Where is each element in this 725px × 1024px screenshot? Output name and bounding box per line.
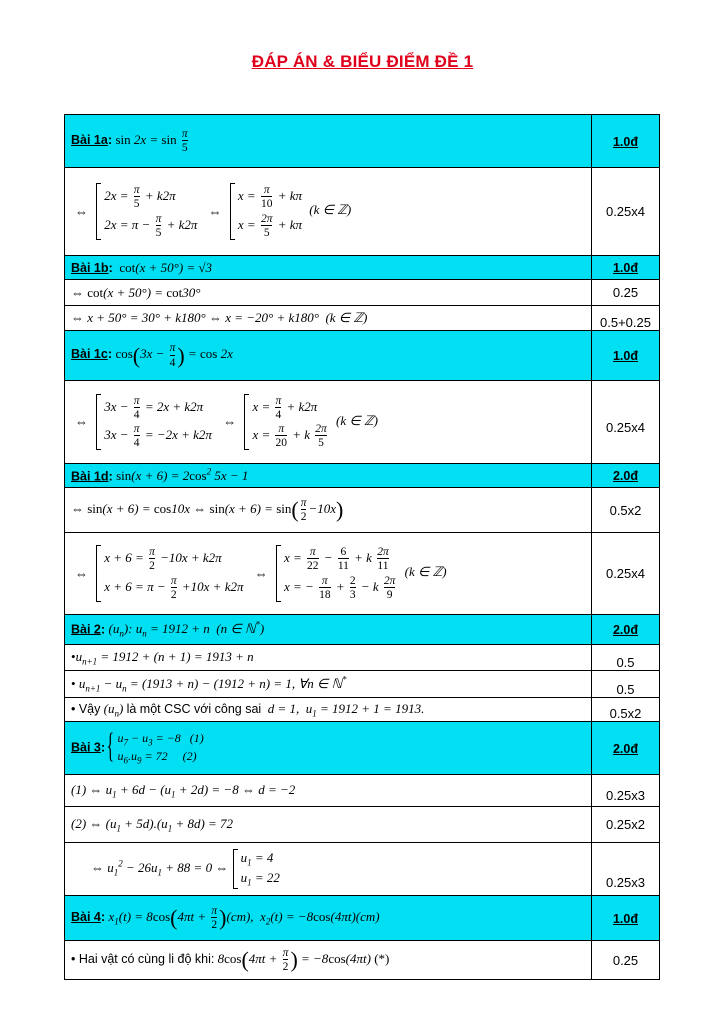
score-cell: 0.25x4	[592, 168, 660, 256]
solution-cell: ⇔ $u_1^2 - 26u_1 + 88 = 0$ ⇔ $u_1 = 4$ $u_1 = 22$	[65, 843, 592, 896]
problem-label: Bài 1d	[71, 469, 109, 484]
table-row	[65, 615, 660, 645]
problem-cell: Bài 2: $(u_n)$: $u_n = 1912 + n$ (n ∈ ℕ*)	[65, 615, 592, 645]
table-row	[65, 807, 660, 843]
problem-cell: Bài 1d: $\sin(x + 6) = 2\cos^2$ 5x − 1	[65, 464, 592, 488]
solution-cell: • $u_{n+1} - u_n = (1913 + n) - (1912 + n) = 1$, ∀n ∈ ℕ*	[65, 671, 592, 698]
score-cell	[592, 615, 660, 645]
score-cell: 0.5x2	[592, 698, 660, 722]
table-row	[65, 381, 660, 464]
score-cell: 0.25	[592, 280, 660, 306]
score-value: 1.0đ	[612, 911, 638, 926]
table-row	[65, 168, 660, 256]
score-cell	[592, 464, 660, 488]
table-row	[65, 722, 660, 775]
score-value: 2.0đ	[612, 469, 638, 483]
solution-cell: (2) ⇔ $(u_1 + 5d).(u_1 + 8d) = 72$	[65, 807, 592, 843]
solution-text: • Hai vật có cùng li độ khi:	[71, 951, 215, 966]
score-cell: 0.25	[592, 941, 660, 980]
problem-cell: Bài 4: $x_1(t) = 8\cos(4\pi t$ + $\frac{\pi}{2}$ )(cm), $x_2(t) = -8\cos(4\pi t)(cm)$	[65, 896, 592, 941]
score-cell	[592, 331, 660, 381]
page-title: ĐÁP ÁN & BIỂU ĐIỂM ĐỀ 1	[251, 52, 474, 71]
problem-label: Bài 1c	[71, 347, 108, 362]
score-cell	[592, 722, 660, 775]
table-row	[65, 115, 660, 168]
conclusion-prefix: • Vậy	[71, 701, 101, 716]
problem-cell: Bài 1b: cot(x + 50°) = √3	[65, 256, 592, 280]
conclusion-text: là một CSC với công sai	[126, 701, 262, 716]
score-cell	[592, 115, 660, 168]
problem-label: Bài 2	[71, 622, 101, 637]
score-value: 2.0đ	[612, 741, 638, 756]
score-cell: 0.5	[592, 671, 660, 698]
table-row	[65, 464, 660, 488]
table-row	[65, 671, 660, 698]
problem-label: Bài 3	[71, 739, 101, 754]
problem-cell: Bài 1a: sin 2x = sin $\frac{\pi}{5}$	[65, 115, 592, 168]
score-cell: 0.5+0.25	[592, 306, 660, 331]
answer-table	[64, 114, 660, 980]
score-value: 2.0đ	[612, 623, 638, 637]
table-row	[65, 306, 660, 331]
solution-cell: (1) ⇔ $u_1 + 6d - (u_1 + 2d) = -8$ ⇔ d = −2	[65, 775, 592, 807]
score-value: 1.0đ	[612, 261, 638, 275]
score-cell: 0.25x3	[592, 775, 660, 807]
score-cell	[592, 256, 660, 280]
score-value: 1.0đ	[612, 349, 638, 363]
problem-cell: Bài 3: { $u_7 - u_3 = -8$ (1) $u_6.u_9 = 72$ (2)	[65, 722, 592, 775]
solution-cell: ⇔ x + 50° = 30° + k180° ⇔ x = −20° + k180° (k ∈ ℤ)	[65, 306, 592, 331]
problem-label: Bài 1b	[71, 260, 109, 275]
table-row	[65, 698, 660, 722]
score-cell: 0.25x4	[592, 381, 660, 464]
problem-cell: Bài 1c: cos(3x − $\frac{\pi}{4}$ ) = cos 2x	[65, 331, 592, 381]
score-cell	[592, 896, 660, 941]
solution-cell: $•u_{n+1} = 1912 + (n + 1) = 1913 + n$	[65, 645, 592, 671]
table-row	[65, 331, 660, 381]
score-cell: 0.25x4	[592, 533, 660, 615]
solution-cell: • Vậy $(u_n)$ là một CSC với công sai d = 1, $u_1 = 1912 + 1 = 1913$.	[65, 698, 592, 722]
table-row	[65, 941, 660, 980]
score-cell: 0.25x3	[592, 843, 660, 896]
table-row	[65, 843, 660, 896]
table-row	[65, 256, 660, 280]
solution-cell: ⇔ 2x = $\frac{\pi}{5}$ + k2π 2x = π − $\frac{\pi}{5}$ + k2π ⇔ x = $\frac{\pi}{10}$ + kπ x = $\frac{2\pi}{5}$ + kπ (k ∈ ℤ)	[65, 168, 592, 256]
table-row	[65, 533, 660, 615]
score-cell: 0.5	[592, 645, 660, 671]
solution-cell: ⇔ sin(x + 6) = cos10x ⇔ sin(x + 6) = sin( $\frac{\pi}{2}$ −10x)	[65, 488, 592, 533]
table-row	[65, 280, 660, 306]
score-cell: 0.25x2	[592, 807, 660, 843]
solution-cell: ⇔ 3x − $\frac{\pi}{4}$ = 2x + k2π 3x − $\frac{\pi}{4}$ = −2x + k2π ⇔ x = $\frac{\pi}{4}$ + k2π x = $\frac{\pi}{20}$ + k $\frac{2\pi}{5}$ (k ∈ ℤ)	[65, 381, 592, 464]
table-row	[65, 896, 660, 941]
solution-cell: • Hai vật có cùng li độ khi: 8cos(4πt + $\frac{\pi}{2}$ ) = −8cos(4πt) (*)	[65, 941, 592, 980]
score-value: 1.0đ	[612, 134, 638, 149]
solution-cell: ⇔ cot(x + 50°) = cot30°	[65, 280, 592, 306]
score-cell: 0.5x2	[592, 488, 660, 533]
table-row	[65, 775, 660, 807]
solution-cell: ⇔ x + 6 = $\frac{\pi}{2}$ −10x + k2π x + 6 = π − $\frac{\pi}{2}$ +10x + k2π ⇔ x = $\frac{\pi}{22}$ − $\frac{6}{11}$ + k $\frac{2\pi}{11}$ x = − $\frac{\pi}{18}$ + $\frac{2}{3}$ − k $\frac{2\pi}{9}$ (k ∈ ℤ)	[65, 533, 592, 615]
problem-label: Bài 4	[71, 909, 101, 924]
table-row	[65, 488, 660, 533]
problem-label: Bài 1a	[71, 132, 108, 147]
table-row	[65, 645, 660, 671]
